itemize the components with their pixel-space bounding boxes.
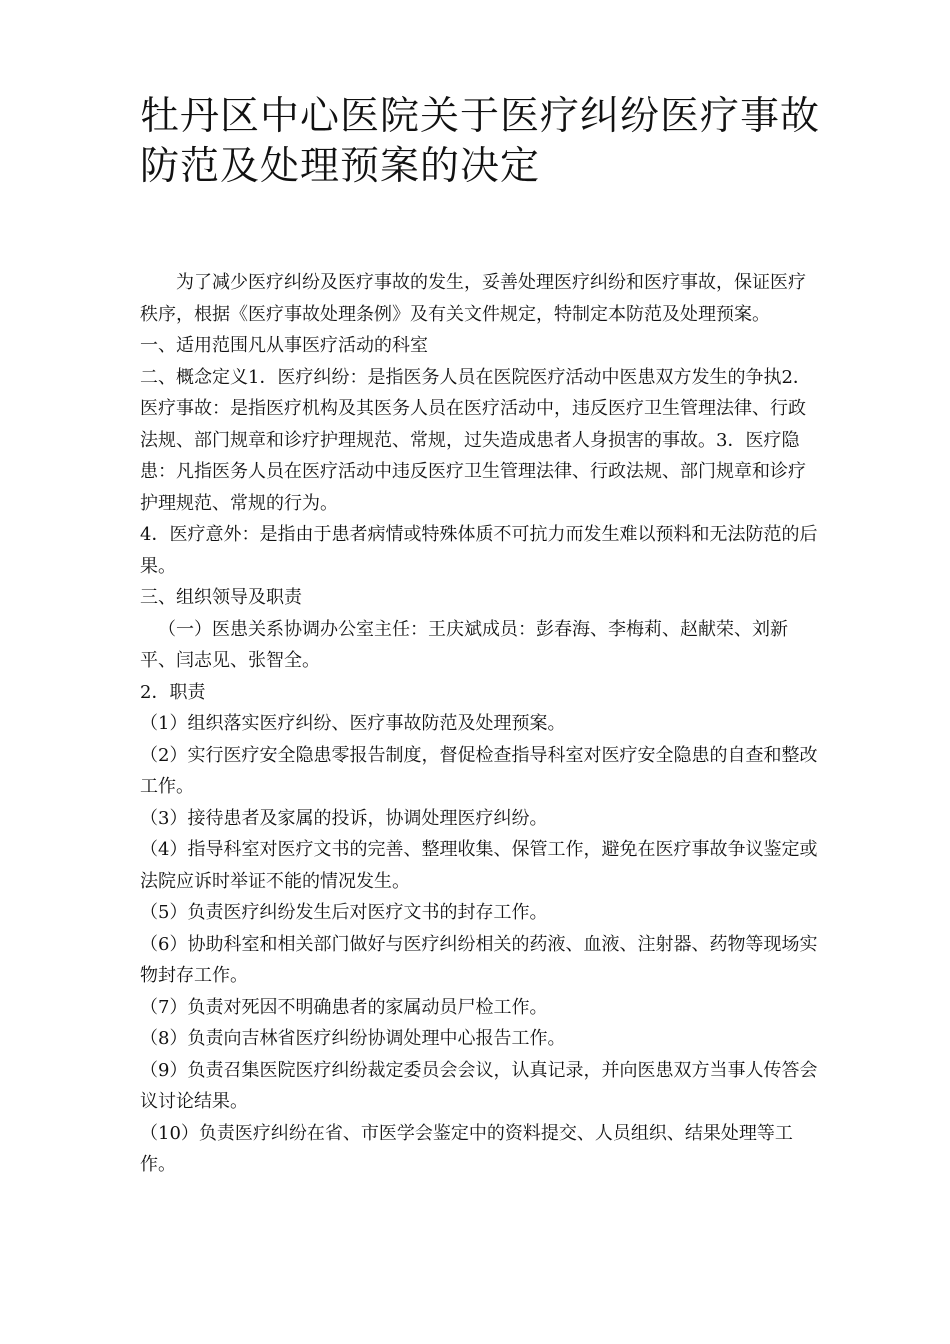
title-line-2: 防范及处理预案的决定 [140, 144, 541, 189]
duties-heading: 2．职责 [140, 681, 206, 703]
document-title [140, 92, 820, 192]
duty-item: （2）实行医疗安全隐患零报告制度，督促检查指导科室对医疗安全隐患的自查和整改工作。 [140, 744, 818, 797]
duty-item: （10）负责医疗纠纷在省、市医学会鉴定中的资料提交、人员组织、结果处理等工作。 [140, 1122, 793, 1175]
office-members: （一）医患关系协调办公室主任：王庆斌成员：彭春海、李梅莉、赵献荣、刘新平、闫志见、张智全。 [140, 618, 788, 671]
duty-item: （5）负责医疗纠纷发生后对医疗文书的封存工作。 [140, 902, 548, 923]
duty-item: （6）协助科室和相关部门做好与医疗纠纷相关的药液、血液、注射器、药物等现场实物封存工作。 [140, 933, 818, 986]
duty-item: （1）组织落实医疗纠纷、医疗事故防范及处理预案。 [140, 713, 566, 734]
duty-item: （4）指导科室对医疗文书的完善、整理收集、保管工作，避免在医疗事故争议鉴定或法院应诉时举证不能的情况发生。 [140, 839, 818, 892]
duty-item: （9）负责召集医院医疗纠纷裁定委员会会议，认真记录，并向医患双方当事人传答会议讨论结果。 [140, 1059, 818, 1112]
section-3-organization: 三、组织领导及职责 [140, 587, 302, 608]
duty-item: （3）接待患者及家属的投诉，协调处理医疗纠纷。 [140, 807, 548, 829]
document-page [140, 92, 820, 1181]
section-2-definitions: 二、概念定义1．医疗纠纷：是指医务人员在医院医疗活动中医患双方发生的争执2．医疗事故：是指医疗机构及其医务人员在医疗活动中，违反医疗卫生管理法律、行政法规、部门规章和诊疗护理规范、常规，过失造成患者人身损害的事故。3．医疗隐患：凡指医务人员在医疗活动中违反医疗卫生管理法律、行政法规、部门规章和诊疗护理规范、常规的行为。 [140, 366, 811, 514]
duty-item: （7）负责对死因不明确患者的家属动员尸检工作。 [140, 996, 548, 1018]
section-1-scope: 一、适用范围凡从事医疗活动的科室 [140, 335, 428, 356]
intro-paragraph: 为了减少医疗纠纷及医疗事故的发生，妥善处理医疗纠纷和医疗事故，保证医疗秩序，根据《医疗事故处理条例》及有关文件规定，特制定本防范及处理预案。 [140, 272, 806, 325]
title-line-1: 牡丹区中心医院关于医疗纠纷医疗事故 [140, 94, 821, 139]
document-body [140, 267, 820, 1181]
duty-item: （8）负责向吉林省医疗纠纷协调处理中心报告工作。 [140, 1028, 566, 1049]
definition-4-accident: 4．医疗意外：是指由于患者病情或特殊体质不可抗力而发生难以预料和无法防范的后果。 [140, 524, 818, 577]
